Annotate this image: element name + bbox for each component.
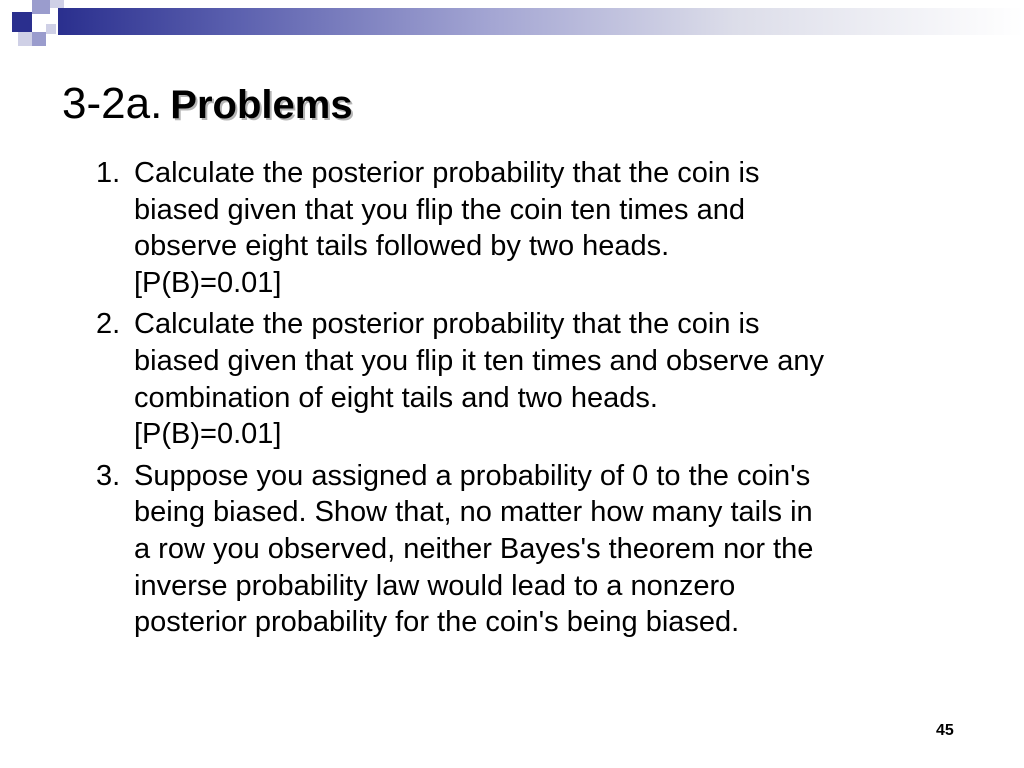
problem-text-line: posterior probability for the coin's being biased. [134,606,740,639]
problem-text-line: Suppose you assigned a probability of 0 to the coin's [134,459,811,492]
decor-square [18,32,32,46]
title-word: Problems [170,83,353,127]
problem-number: 1. [96,157,121,189]
problem-text-line: biased given that you flip it ten times and observe any [134,344,824,377]
problem-text-line: inverse probability law would lead to a nonzero [134,569,736,602]
problem-item [96,458,966,641]
header-gradient-bar [58,8,1024,35]
header-decoration [0,0,1024,44]
decor-square [12,12,32,32]
decor-square [50,0,64,8]
decor-square [32,0,50,14]
problem-text-line: a row you observed, neither Bayes's theorem nor the [134,532,814,565]
problem-text-line: [P(B)=0.01] [134,266,282,299]
problem-number: 3. [96,459,121,492]
problem-text-line: combination of eight tails and two heads. [134,381,658,414]
problem-text-line: being biased. Show that, no matter how many tails in [134,496,813,529]
problem-text-line: Calculate the posterior probability that the coin is [134,308,760,341]
problem-text-line: observe eight tails followed by two heads. [134,230,670,263]
decor-square [32,32,46,46]
slide-title [62,78,353,131]
problem-text-line: biased given that you flip the coin ten times and [134,193,745,226]
page-number: 45 [936,722,954,739]
problem-item [96,155,966,301]
problem-list [96,155,966,646]
problem-item [96,306,966,452]
problem-text-line: Calculate the posterior probability that the coin is [134,157,760,189]
problem-number: 2. [96,308,121,341]
problem-text-line: [P(B)=0.01] [134,418,282,451]
title-number: 3-2a. [62,79,163,128]
decor-square [46,24,56,34]
